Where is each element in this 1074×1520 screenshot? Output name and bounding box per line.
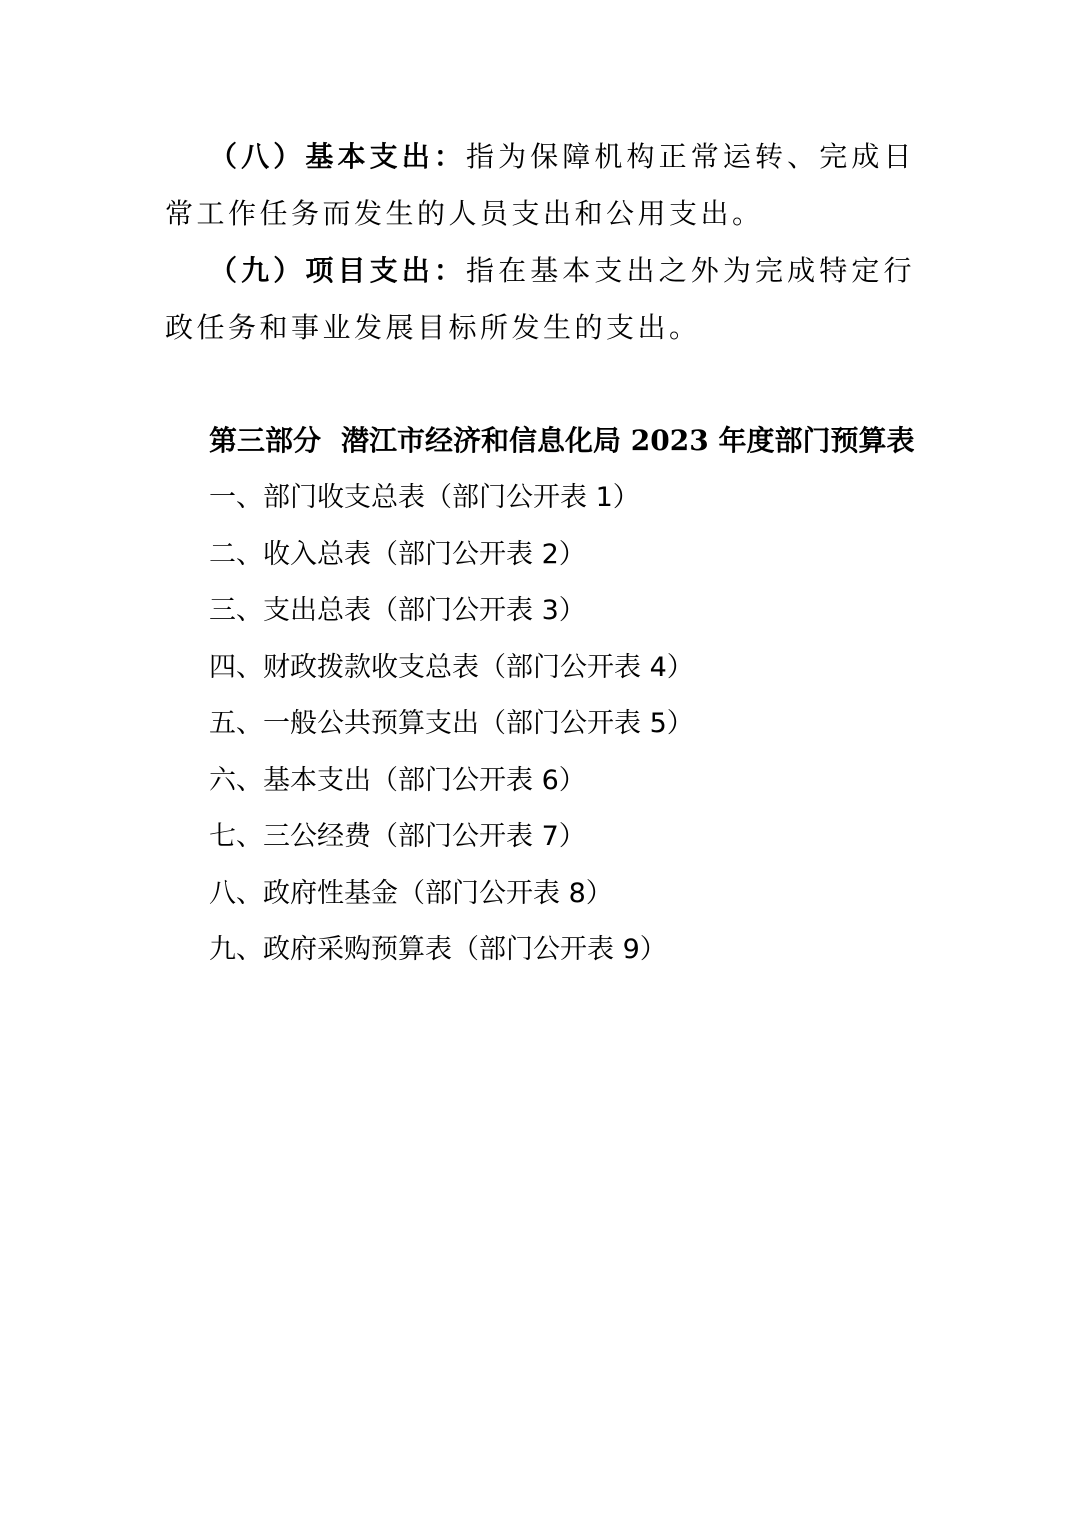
paragraph-project-expenditure: [165, 242, 915, 356]
paragraph-lead: （九）项目支出：: [209, 254, 466, 287]
paragraph-body: 指为保障机构正常运转、完成日常工作任务而发生的人员支出和公用支出。: [165, 140, 915, 230]
toc-item: 一、部门收支总表（部门公开表 1）: [209, 482, 640, 513]
table-of-contents: [209, 470, 694, 979]
toc-item: 四、财政拨款收支总表（部门公开表 4）: [209, 651, 694, 683]
toc-item: 六、基本支出（部门公开表 6）: [209, 764, 586, 796]
paragraph-lead: （八）基本支出：: [209, 140, 466, 173]
toc-item: 八、政府性基金（部门公开表 8）: [209, 877, 613, 909]
section-part: 第三部分: [209, 424, 322, 457]
toc-item: 二、收入总表（部门公开表 2）: [209, 538, 586, 570]
section-title: 潜江市经济和信息化局 2023 年度部门预算表: [341, 424, 915, 457]
section-heading: [209, 417, 929, 465]
toc-item: 九、政府采购预算表（部门公开表 9）: [209, 934, 667, 965]
toc-item: 三、支出总表（部门公开表 3）: [209, 595, 586, 626]
paragraph-body: 指在基本支出之外为完成特定行政任务和事业发展目标所发生的支出。: [165, 254, 915, 344]
toc-item: 五、一般公共预算支出（部门公开表 5）: [209, 708, 694, 739]
toc-item: 七、三公经费（部门公开表 7）: [209, 821, 586, 852]
paragraph-basic-expenditure: [165, 128, 915, 242]
